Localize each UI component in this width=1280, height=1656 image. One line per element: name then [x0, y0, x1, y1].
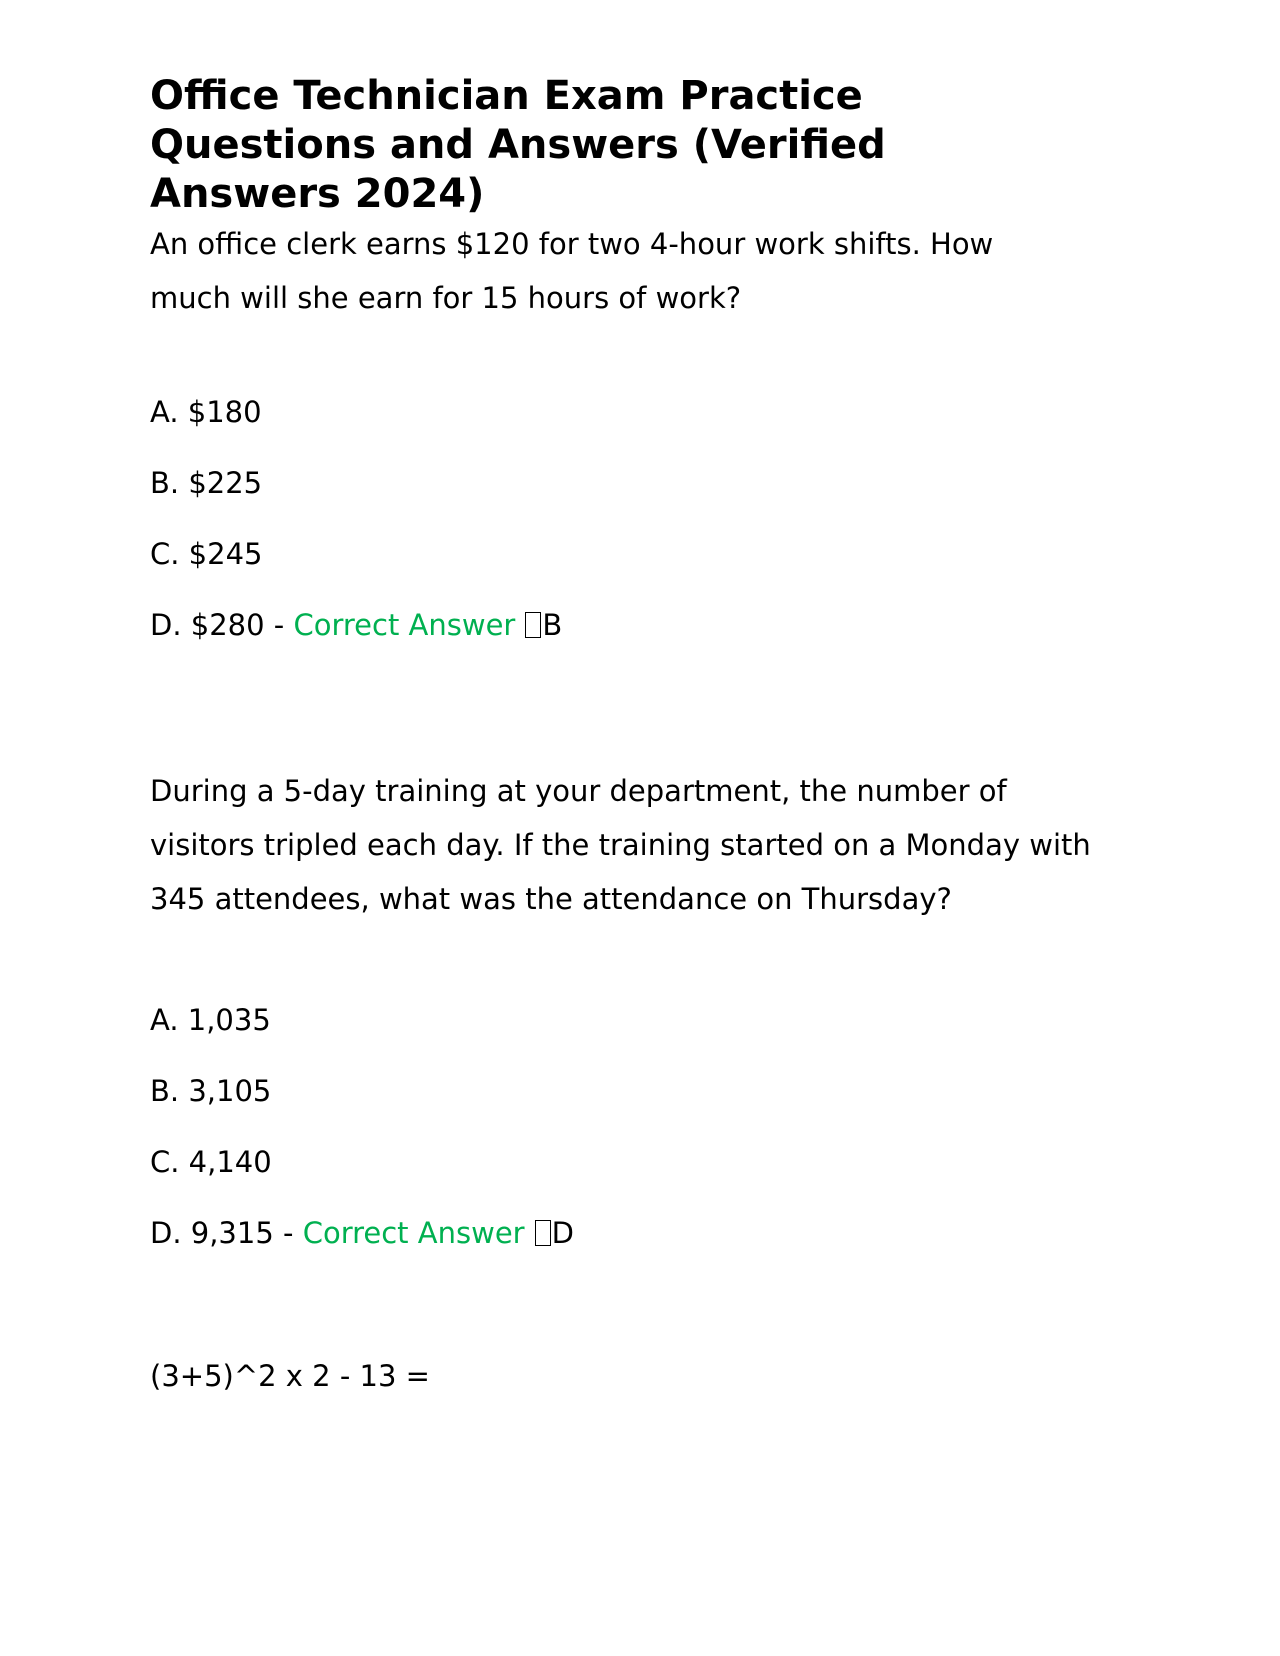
option-b: B. $225	[150, 466, 263, 500]
missing-glyph-icon	[525, 612, 541, 638]
option-a: A. 1,035	[150, 1003, 271, 1037]
question-text: An office clerk earns $120 for two 4-hour work shifts. How much will she earn for 15 hours of work?	[150, 227, 994, 315]
option-c: C. 4,140	[150, 1145, 272, 1179]
correct-answer-letter: B	[542, 608, 563, 642]
answer-separator: -	[264, 608, 294, 642]
option-d: D. 9,315	[150, 1216, 274, 1250]
missing-glyph-icon	[535, 1220, 551, 1246]
answer-separator: -	[273, 1216, 303, 1250]
document-page	[150, 72, 1130, 1393]
option-a: A. $180	[150, 395, 262, 429]
option-b: B. 3,105	[150, 1074, 272, 1108]
correct-answer-letter: D	[551, 1216, 574, 1250]
correct-answer-label: Correct Answer	[302, 1216, 525, 1250]
question-text: During a 5-day training at your department, the number of visitors tripled each day. If the training started on a Monday with 345 attendees, what was the attendance on Thursday?	[150, 774, 1091, 916]
question-text: (3+5)^2 x 2 - 13 =	[150, 1359, 430, 1393]
option-d-with-answer	[150, 1215, 574, 1251]
option-d: D. $280	[150, 608, 265, 642]
option-c: C. $245	[150, 537, 263, 571]
option-d-with-answer	[150, 607, 562, 643]
correct-answer-label: Correct Answer	[293, 608, 516, 642]
document-title: Office Technician Exam Practice Questions and Answers (Verified Answers 2024)	[150, 73, 886, 217]
